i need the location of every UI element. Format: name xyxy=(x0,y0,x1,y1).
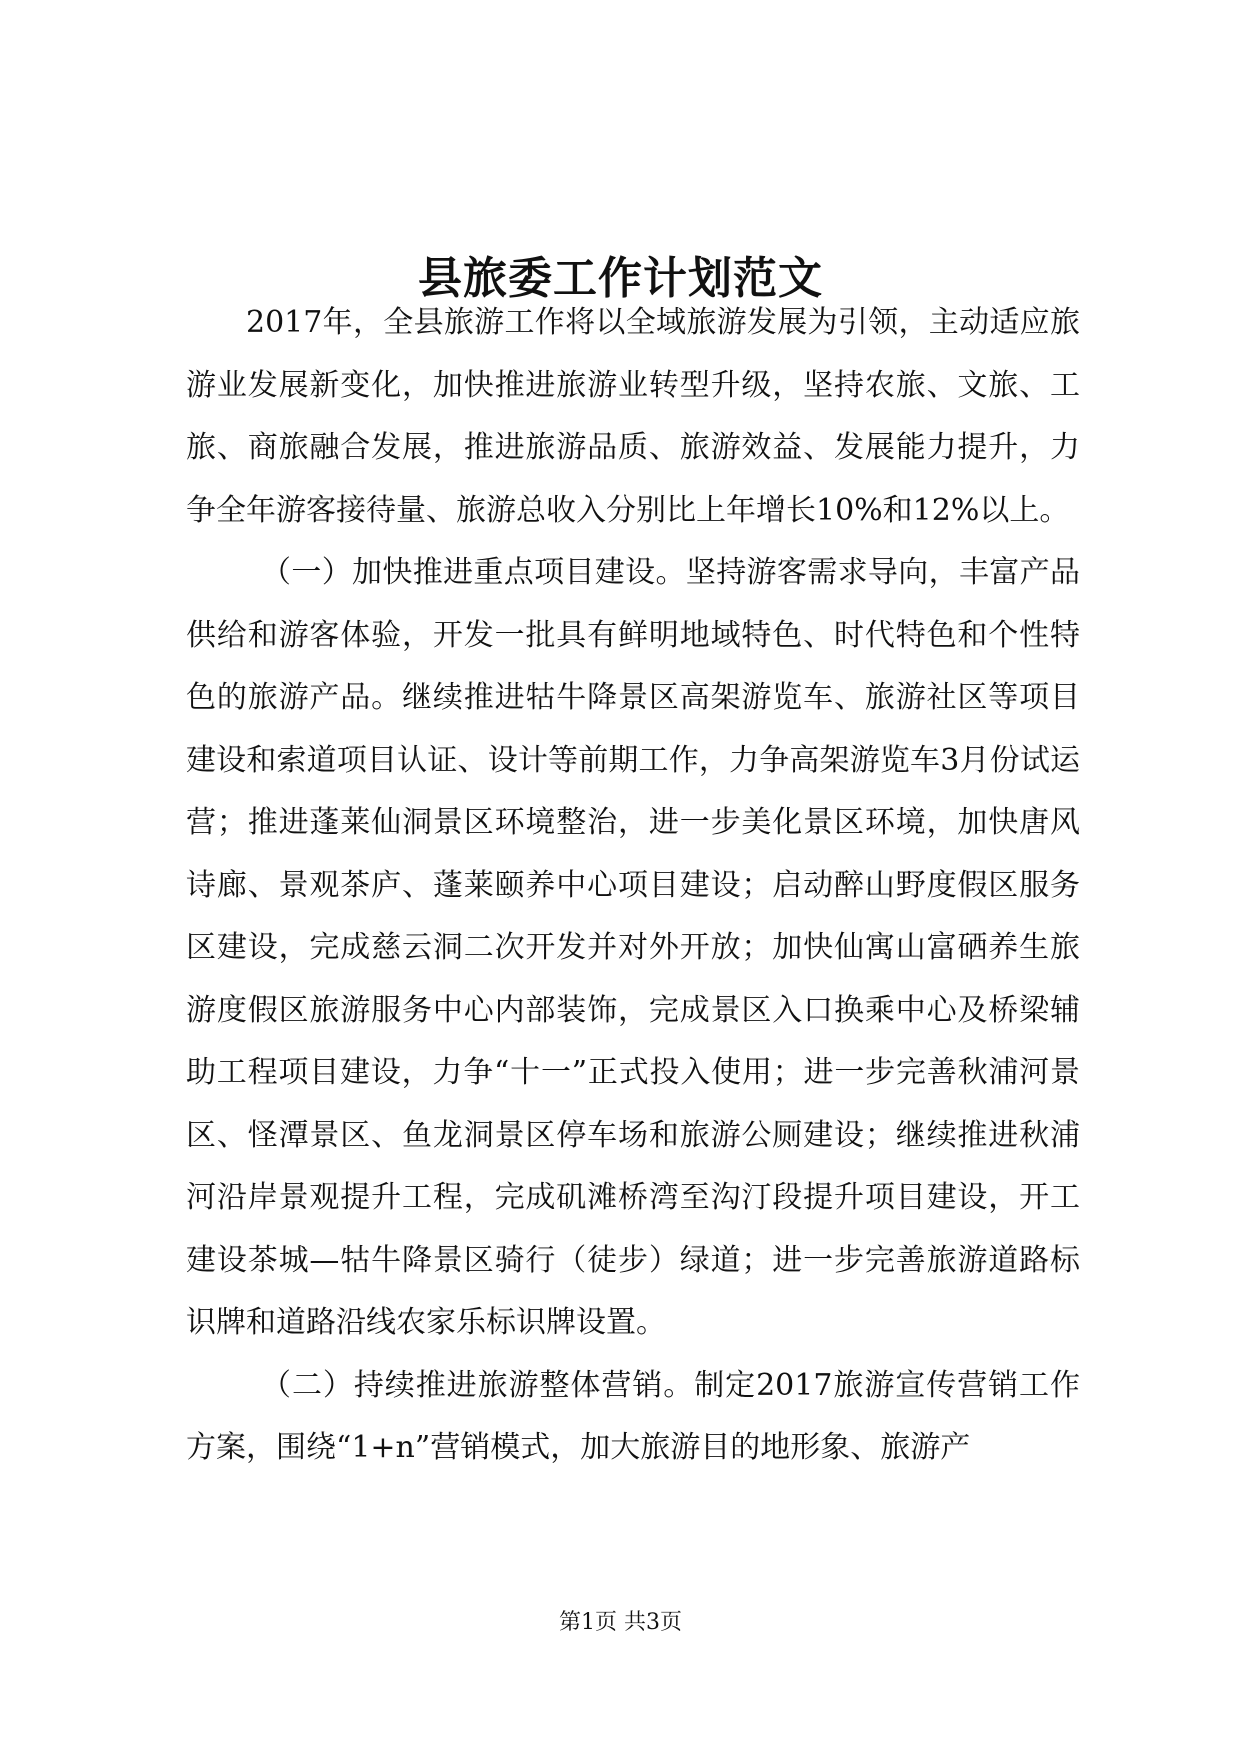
paragraph-section-2: （二）持续推进旅游整体营销。制定2017旅游宣传营销工作方案，围绕“1+n”营销模式，加大旅游目的地形象、旅游产 xyxy=(186,1367,1080,1465)
document-body xyxy=(186,292,1080,1480)
page-number-indicator: 第1页 共3页 xyxy=(559,1610,682,1635)
page-footer xyxy=(0,1608,1241,1638)
paragraph-section-1: （一）加快推进重点项目建设。坚持游客需求导向，丰富产品供给和游客体验，开发一批具有鲜明地域特色、时代特色和个性特色的旅游产品。继续推进牯牛降景区高架游览车、旅游社区等项目建设和索道项目认证、设计等前期工作，力争高架游览车3月份试运营；推进蓬莱仙洞景区环境整治，进一步美化景区环境，加快唐风诗廊、景观茶庐、蓬莱颐养中心项目建设；启动醉山野度假区服务区建设，完成慈云洞二次开发并对外开放；加快仙寓山富硒养生旅游度假区旅游服务中心内部装饰，完成景区入口换乘中心及桥梁辅助工程项目建设，力争“十一”正式投入使用；进一步完善秋浦河景区、怪潭景区、鱼龙洞景区停车场和旅游公厕建设；继续推进秋浦河沿岸景观提升工程，完成矶滩桥湾至沟汀段提升项目建设，开工建设茶城—牯牛降景区骑行（徒步）绿道；进一步完善旅游道路标识牌和道路沿线农家乐标识牌设置。 xyxy=(186,555,1080,1340)
paragraph-intro: 2017年，全县旅游工作将以全域旅游发展为引领，主动适应旅游业发展新变化，加快推进旅游业转型升级，坚持农旅、文旅、工旅、商旅融合发展，推进旅游品质、旅游效益、发展能力提升，力争全年游客接待量、旅游总收入分别比上年增长10%和12%以上。 xyxy=(186,305,1080,528)
document-title: 县旅委工作计划范文 xyxy=(418,253,823,305)
